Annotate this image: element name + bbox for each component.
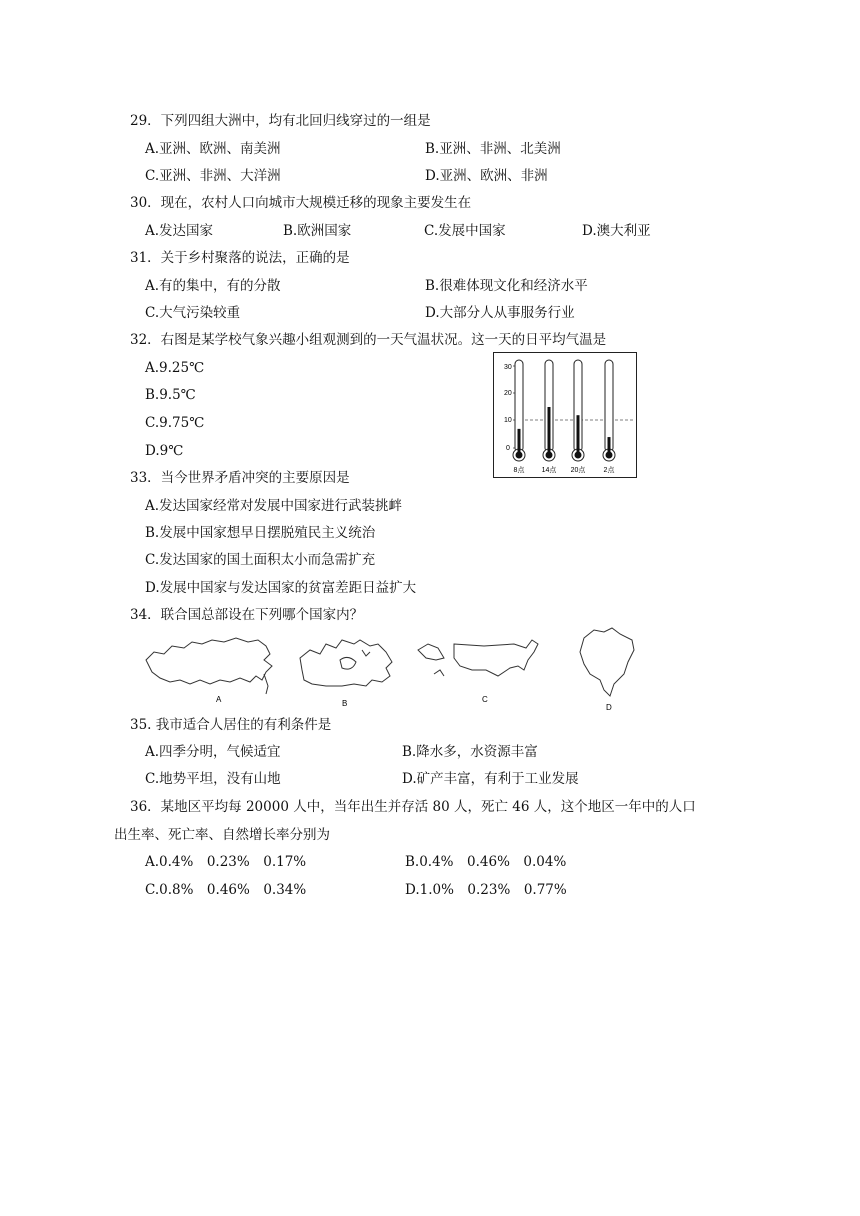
map-label-b: B [342,699,348,708]
time-label: 14点 [541,467,557,474]
question-29-stem: 29．下列四组大洲中，均有北回归线穿过的一组是 [130,113,431,129]
q31-option-a: A.有的集中，有的分散 [145,278,281,294]
question-36-stem-line2: 出生率、死亡率、自然增长率分别为 [114,827,330,843]
tick-0: 0 [506,445,510,452]
question-35-stem: 35. 我市适合人居住的有利条件是 [130,717,332,733]
q32-option-b: B.9.5℃ [145,387,196,403]
map-usa-c [414,630,574,710]
q36-option-c: C.0.8% 0.46% 0.34% [145,882,307,898]
question-32-stem: 32．右图是某学校气象兴趣小组观测到的一天气温状况。这一天的日平均气温是 [130,332,607,348]
map-russia-a [140,630,280,710]
time-label: 20点 [570,467,586,474]
thermometer-bulb-fill [606,452,613,459]
thermometer-column-20点 [577,415,580,452]
tick-10: 10 [504,417,512,424]
q32-option-c: C.9.75℃ [145,415,205,431]
q36-option-b: B.0.4% 0.46% 0.04% [405,854,567,870]
map-label-a: A [216,695,222,704]
tick-20: 20 [504,390,512,397]
thermometer-bulb-fill [546,452,553,459]
q33-option-c: C.发达国家的国土面积太小而急需扩充 [145,552,376,568]
q35-option-c: C.地势平坦，没有山地 [145,771,281,787]
q30-option-d: D.澳大利亚 [582,223,651,239]
question-34-stem: 34．联合国总部设在下列哪个国家内？ [130,607,364,623]
q35-option-a: A.四季分明，气候适宜 [145,744,281,760]
q33-option-a: A.发达国家经常对发展中国家进行武装挑衅 [145,498,403,514]
q33-option-b: B.发展中国家想早日摆脱殖民主义统治 [145,525,376,541]
q29-option-b: B.亚洲、非洲、北美洲 [425,141,561,157]
q32-option-d: D.9℃ [145,443,184,459]
map-canada-b [296,636,396,712]
question-36-stem-line1: 36．某地区平均每 20000 人中，当年出生并存活 80 人，死亡 46 人，这个地区一年中的人口 [130,799,696,815]
time-label: 2点 [603,467,615,474]
q29-option-d: D.亚洲、欧洲、非洲 [425,168,548,184]
thermometer-bulb-fill [575,452,582,459]
q29-option-c: C.亚洲、非洲、大洋洲 [145,168,281,184]
map-brazil-d [576,624,638,714]
q31-option-b: B.很难体现文化和经济水平 [425,278,588,294]
question-31-stem: 31．关于乡村聚落的说法，正确的是 [130,250,350,266]
thermometer-bulb-fill [516,452,523,459]
q31-option-d: D.大部分人从事服务行业 [425,305,575,321]
map-label-d: D [606,703,612,712]
q35-option-b: B.降水多，水资源丰富 [402,744,538,760]
q31-option-c: C.大气污染较重 [145,305,241,321]
q36-option-a: A.0.4% 0.23% 0.17% [145,854,307,870]
tick-30: 30 [504,364,512,371]
q33-option-d: D.发展中国家与发达国家的贫富差距日益扩大 [145,580,417,596]
q29-option-a: A.亚洲、欧洲、南美洲 [145,141,281,157]
thermometer-figure [493,352,637,480]
question-33-stem: 33．当今世界矛盾冲突的主要原因是 [130,470,350,486]
question-30-stem: 30．现在，农村人口向城市大规模迁移的现象主要发生在 [130,195,472,211]
thermometer-column-14点 [548,407,551,452]
q30-option-c: C.发展中国家 [424,223,506,239]
q30-option-b: B.欧洲国家 [283,223,352,239]
q35-option-d: D.矿产丰富，有利于工业发展 [402,771,579,787]
q36-option-d: D.1.0% 0.23% 0.77% [405,882,567,898]
thermometer-column-2点 [608,437,611,452]
q30-option-a: A.发达国家 [145,223,214,239]
time-label: 8点 [513,467,525,474]
thermometer-column-8点 [518,429,521,452]
q32-option-a: A.9.25℃ [145,360,205,376]
map-label-c: C [482,695,488,704]
